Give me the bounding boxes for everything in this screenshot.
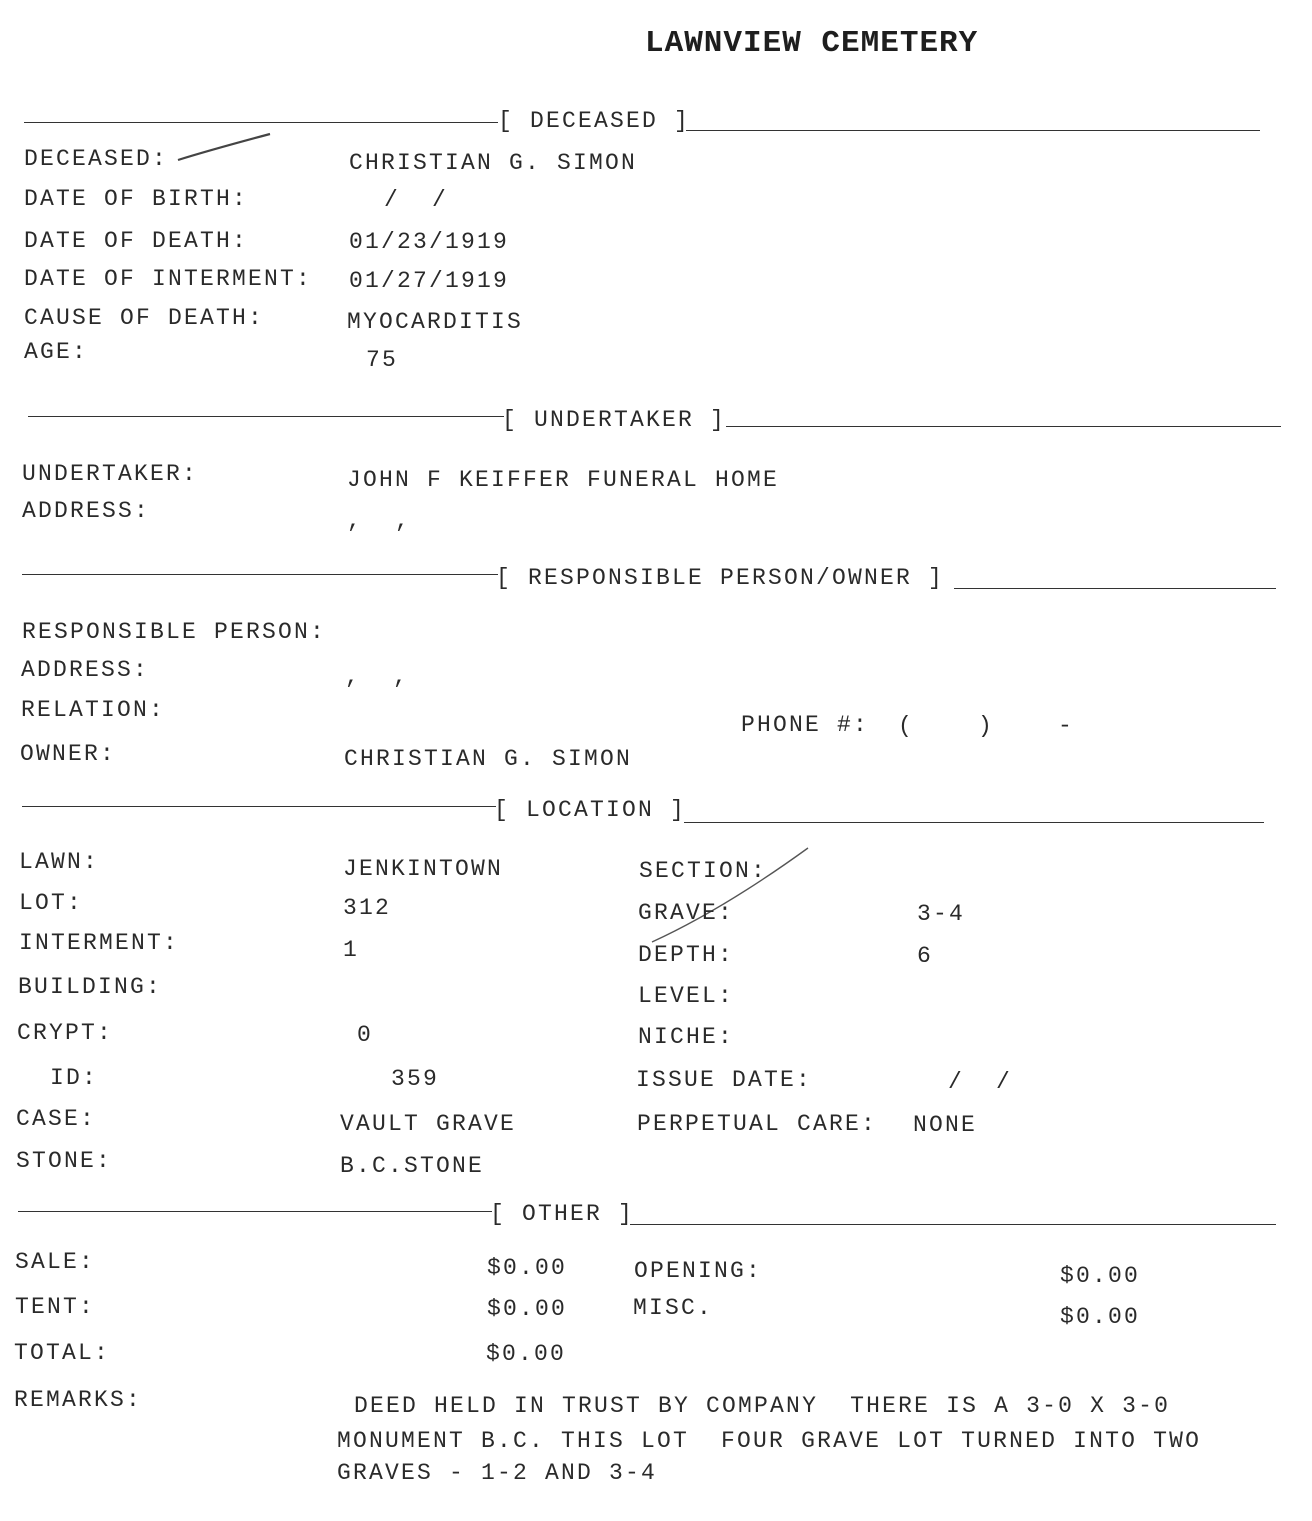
- undertaker-address-label: ADDRESS:: [22, 498, 151, 524]
- page-title: LAWNVIEW CEMETERY: [645, 26, 979, 61]
- age-label: AGE:: [24, 339, 89, 365]
- section-label: SECTION:: [639, 858, 768, 884]
- opening-label: OPENING:: [634, 1258, 763, 1284]
- crypt-value: 0: [357, 1022, 374, 1048]
- section-rule: [18, 1211, 492, 1212]
- id-value: 359: [391, 1066, 440, 1092]
- dod-label: DATE OF DEATH:: [24, 228, 249, 254]
- section-rule: [684, 822, 1264, 823]
- owner-value: CHRISTIAN G. SIMON: [344, 746, 633, 772]
- lawn-value: JENKINTOWN: [343, 856, 504, 882]
- dod-value: 01/23/1919: [349, 229, 510, 255]
- misc-label: MISC.: [633, 1295, 714, 1321]
- section-header-deceased: [ DECEASED ]: [498, 108, 691, 134]
- sale-label: SALE:: [15, 1249, 96, 1275]
- grave-value: 3-4: [917, 901, 966, 927]
- niche-label: NICHE:: [638, 1024, 735, 1050]
- interment-date-value: 01/27/1919: [349, 268, 510, 294]
- deceased-name: CHRISTIAN G. SIMON: [349, 150, 638, 176]
- section-rule: [954, 588, 1276, 589]
- section-header-undertaker: [ UNDERTAKER ]: [502, 407, 727, 433]
- perpetual-care-label: PERPETUAL CARE:: [637, 1111, 878, 1137]
- dob-value: / /: [384, 187, 449, 213]
- pen-mark: [170, 128, 280, 168]
- remarks-line-2: MONUMENT B.C. THIS LOT FOUR GRAVE LOT TURNED INTO TWO: [337, 1428, 1202, 1454]
- age-value: 75: [366, 347, 399, 373]
- remarks-line-1: DEED HELD IN TRUST BY COMPANY THERE IS A 3-0 X 3-0: [354, 1393, 1171, 1419]
- issue-date-label: ISSUE DATE:: [636, 1067, 813, 1093]
- case-value: VAULT GRAVE: [340, 1111, 517, 1137]
- interment-label: INTERMENT:: [19, 930, 180, 956]
- undertaker-label: UNDERTAKER:: [22, 461, 199, 487]
- depth-value: 6: [917, 943, 934, 969]
- tent-label: TENT:: [15, 1294, 96, 1320]
- stone-value: B.C.STONE: [340, 1153, 485, 1179]
- section-rule: [22, 806, 496, 807]
- responsible-address-label: ADDRESS:: [21, 657, 150, 683]
- cause-label: CAUSE OF DEATH:: [24, 305, 265, 331]
- lot-value: 312: [343, 895, 392, 921]
- interment-date-label: DATE OF INTERMENT:: [24, 266, 313, 292]
- pen-mark: [640, 840, 830, 950]
- total-label: TOTAL:: [14, 1340, 111, 1366]
- level-label: LEVEL:: [638, 983, 735, 1009]
- grave-label: GRAVE:: [638, 900, 735, 926]
- owner-label: OWNER:: [20, 741, 117, 767]
- opening-value: $0.00: [1060, 1263, 1141, 1289]
- interment-value: 1: [343, 937, 360, 963]
- section-header-other: [ OTHER ]: [490, 1201, 635, 1227]
- cause-value: MYOCARDITIS: [347, 309, 524, 335]
- section-rule: [24, 122, 498, 123]
- section-rule: [686, 130, 1260, 131]
- responsible-person-label: RESPONSIBLE PERSON:: [22, 619, 327, 645]
- responsible-address-value: , ,: [345, 664, 410, 690]
- phone-value: ( ) -: [898, 713, 1075, 739]
- section-rule: [630, 1224, 1276, 1225]
- section-header-responsible: [ RESPONSIBLE PERSON/OWNER ]: [496, 565, 945, 591]
- relation-label: RELATION:: [21, 697, 166, 723]
- issue-date-value: / /: [948, 1069, 1013, 1095]
- section-rule: [22, 574, 498, 575]
- remarks-line-3: GRAVES - 1-2 AND 3-4: [337, 1460, 658, 1486]
- building-label: BUILDING:: [18, 974, 163, 1000]
- sale-value: $0.00: [487, 1255, 568, 1281]
- perpetual-care-value: NONE: [913, 1112, 978, 1138]
- section-rule: [726, 426, 1281, 427]
- lawn-label: LAWN:: [19, 849, 100, 875]
- remarks-label: REMARKS:: [14, 1387, 143, 1413]
- deceased-label: DECEASED:: [24, 146, 169, 172]
- undertaker-name: JOHN F KEIFFER FUNERAL HOME: [347, 467, 780, 493]
- crypt-label: CRYPT:: [17, 1020, 114, 1046]
- phone-label: PHONE #:: [741, 712, 870, 738]
- stone-label: STONE:: [16, 1148, 113, 1174]
- depth-label: DEPTH:: [638, 942, 735, 968]
- misc-value: $0.00: [1060, 1304, 1141, 1330]
- id-label: ID:: [50, 1065, 99, 1091]
- case-label: CASE:: [16, 1106, 97, 1132]
- tent-value: $0.00: [487, 1296, 568, 1322]
- dob-label: DATE OF BIRTH:: [24, 186, 249, 212]
- section-rule: [28, 416, 504, 417]
- lot-label: LOT:: [19, 890, 84, 916]
- undertaker-address-value: , ,: [347, 508, 412, 534]
- total-value: $0.00: [486, 1341, 567, 1367]
- section-header-location: [ LOCATION ]: [494, 797, 687, 823]
